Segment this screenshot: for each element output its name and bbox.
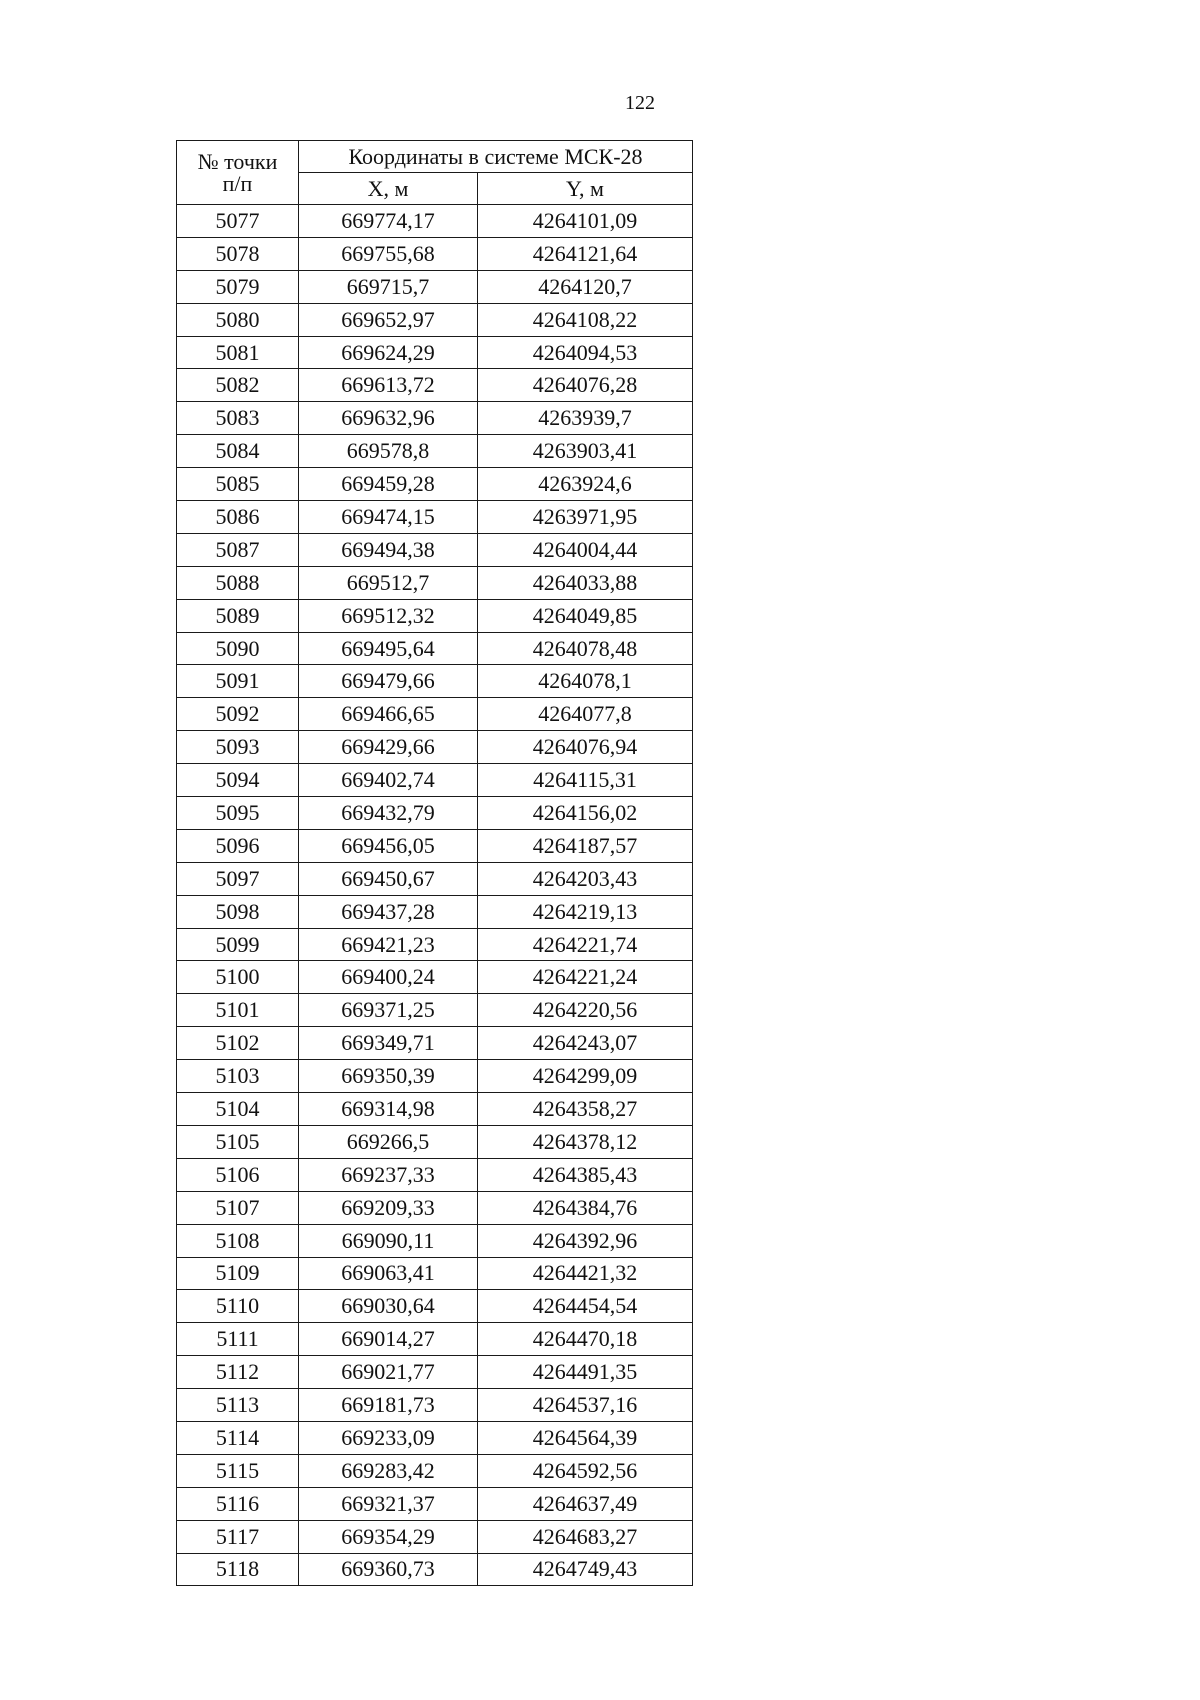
point-number-cell: 5097 [177, 862, 299, 895]
y-coordinate-cell: 4264078,48 [478, 632, 693, 665]
x-column-header: X, м [299, 173, 478, 205]
x-coordinate-cell: 669360,73 [299, 1553, 478, 1586]
table-row [177, 1093, 693, 1126]
y-coordinate-cell: 4264392,96 [478, 1224, 693, 1257]
point-number-cell: 5100 [177, 961, 299, 994]
coordinates-group-header: Координаты в системе МСК-28 [299, 141, 693, 173]
point-number-cell: 5086 [177, 501, 299, 534]
point-number-cell: 5088 [177, 566, 299, 599]
x-coordinate-cell: 669652,97 [299, 303, 478, 336]
table-row [177, 468, 693, 501]
point-number-cell: 5083 [177, 402, 299, 435]
table-row [177, 402, 693, 435]
point-number-cell: 5090 [177, 632, 299, 665]
table-row [177, 237, 693, 270]
table-body [177, 205, 693, 1586]
y-coordinate-cell: 4264076,94 [478, 731, 693, 764]
table-row [177, 731, 693, 764]
y-coordinate-cell: 4263924,6 [478, 468, 693, 501]
y-coordinate-cell: 4264385,43 [478, 1158, 693, 1191]
table-row [177, 1356, 693, 1389]
x-coordinate-cell: 669450,67 [299, 862, 478, 895]
point-number-cell: 5109 [177, 1257, 299, 1290]
point-number-cell: 5096 [177, 829, 299, 862]
y-coordinate-cell: 4264115,31 [478, 764, 693, 797]
x-coordinate-cell: 669512,7 [299, 566, 478, 599]
x-coordinate-cell: 669774,17 [299, 205, 478, 238]
table-row [177, 1290, 693, 1323]
point-number-cell: 5099 [177, 928, 299, 961]
x-coordinate-cell: 669321,37 [299, 1487, 478, 1520]
x-coordinate-cell: 669474,15 [299, 501, 478, 534]
table-row [177, 1027, 693, 1060]
x-coordinate-cell: 669350,39 [299, 1060, 478, 1093]
table-row [177, 1389, 693, 1422]
y-coordinate-cell: 4264384,76 [478, 1191, 693, 1224]
table-row [177, 1125, 693, 1158]
point-number-header-line2: п/п [222, 170, 253, 196]
y-coordinate-cell: 4264378,12 [478, 1125, 693, 1158]
y-coordinate-cell: 4264470,18 [478, 1323, 693, 1356]
table-row [177, 435, 693, 468]
point-number-cell: 5101 [177, 994, 299, 1027]
x-coordinate-cell: 669402,74 [299, 764, 478, 797]
table-row [177, 698, 693, 731]
point-number-cell: 5087 [177, 533, 299, 566]
table-row [177, 1553, 693, 1586]
x-coordinate-cell: 669459,28 [299, 468, 478, 501]
point-number-cell: 5080 [177, 303, 299, 336]
x-coordinate-cell: 669456,05 [299, 829, 478, 862]
x-coordinate-cell: 669479,66 [299, 665, 478, 698]
point-number-cell: 5078 [177, 237, 299, 270]
point-number-cell: 5093 [177, 731, 299, 764]
point-number-cell: 5079 [177, 270, 299, 303]
table-row [177, 1158, 693, 1191]
header-row-top [177, 141, 693, 173]
y-coordinate-cell: 4264121,64 [478, 237, 693, 270]
y-coordinate-cell: 4264637,49 [478, 1487, 693, 1520]
x-coordinate-cell: 669495,64 [299, 632, 478, 665]
table-row [177, 336, 693, 369]
point-number-header [177, 141, 299, 205]
point-number-cell: 5118 [177, 1553, 299, 1586]
table-row [177, 599, 693, 632]
point-number-cell: 5112 [177, 1356, 299, 1389]
y-coordinate-cell: 4263971,95 [478, 501, 693, 534]
x-coordinate-cell: 669613,72 [299, 369, 478, 402]
x-coordinate-cell: 669266,5 [299, 1125, 478, 1158]
point-number-cell: 5117 [177, 1520, 299, 1553]
y-coordinate-cell: 4264108,22 [478, 303, 693, 336]
point-number-cell: 5094 [177, 764, 299, 797]
x-coordinate-cell: 669624,29 [299, 336, 478, 369]
x-coordinate-cell: 669237,33 [299, 1158, 478, 1191]
x-coordinate-cell: 669632,96 [299, 402, 478, 435]
table-row [177, 501, 693, 534]
table-row [177, 1454, 693, 1487]
x-coordinate-cell: 669314,98 [299, 1093, 478, 1126]
table-row [177, 1487, 693, 1520]
point-number-cell: 5115 [177, 1454, 299, 1487]
point-number-cell: 5106 [177, 1158, 299, 1191]
table-row [177, 961, 693, 994]
x-coordinate-cell: 669181,73 [299, 1389, 478, 1422]
table-row [177, 764, 693, 797]
x-coordinate-cell: 669421,23 [299, 928, 478, 961]
y-coordinate-cell: 4263939,7 [478, 402, 693, 435]
table-row [177, 895, 693, 928]
point-number-cell: 5105 [177, 1125, 299, 1158]
x-coordinate-cell: 669578,8 [299, 435, 478, 468]
table-row [177, 829, 693, 862]
y-coordinate-cell: 4264592,56 [478, 1454, 693, 1487]
table-row [177, 369, 693, 402]
x-coordinate-cell: 669466,65 [299, 698, 478, 731]
point-number-cell: 5089 [177, 599, 299, 632]
table-row [177, 1060, 693, 1093]
point-number-cell: 5082 [177, 369, 299, 402]
point-number-cell: 5111 [177, 1323, 299, 1356]
point-number-cell: 5113 [177, 1389, 299, 1422]
table-row [177, 1421, 693, 1454]
point-number-cell: 5104 [177, 1093, 299, 1126]
y-coordinate-cell: 4264033,88 [478, 566, 693, 599]
y-coordinate-cell: 4263903,41 [478, 435, 693, 468]
x-coordinate-cell: 669494,38 [299, 533, 478, 566]
table-row [177, 1257, 693, 1290]
y-coordinate-cell: 4264421,32 [478, 1257, 693, 1290]
y-coordinate-cell: 4264094,53 [478, 336, 693, 369]
y-coordinate-cell: 4264243,07 [478, 1027, 693, 1060]
y-coordinate-cell: 4264078,1 [478, 665, 693, 698]
y-coordinate-cell: 4264749,43 [478, 1553, 693, 1586]
table-row [177, 797, 693, 830]
x-coordinate-cell: 669209,33 [299, 1191, 478, 1224]
point-number-cell: 5085 [177, 468, 299, 501]
y-coordinate-cell: 4264219,13 [478, 895, 693, 928]
table-row [177, 1224, 693, 1257]
x-coordinate-cell: 669354,29 [299, 1520, 478, 1553]
point-number-cell: 5092 [177, 698, 299, 731]
x-coordinate-cell: 669755,68 [299, 237, 478, 270]
y-coordinate-cell: 4264491,35 [478, 1356, 693, 1389]
table-row [177, 205, 693, 238]
point-number-cell: 5114 [177, 1421, 299, 1454]
point-number-cell: 5081 [177, 336, 299, 369]
page-number: 122 [625, 92, 655, 114]
x-coordinate-cell: 669090,11 [299, 1224, 478, 1257]
table-row [177, 533, 693, 566]
point-number-cell: 5102 [177, 1027, 299, 1060]
y-coordinate-cell: 4264220,56 [478, 994, 693, 1027]
point-number-cell: 5108 [177, 1224, 299, 1257]
y-column-header: Y, м [478, 173, 693, 205]
y-coordinate-cell: 4264221,74 [478, 928, 693, 961]
point-number-cell: 5098 [177, 895, 299, 928]
y-coordinate-cell: 4264358,27 [478, 1093, 693, 1126]
point-number-cell: 5095 [177, 797, 299, 830]
x-coordinate-cell: 669014,27 [299, 1323, 478, 1356]
x-coordinate-cell: 669400,24 [299, 961, 478, 994]
x-coordinate-cell: 669512,32 [299, 599, 478, 632]
point-number-header-line1: № точки [197, 148, 278, 174]
point-number-cell: 5077 [177, 205, 299, 238]
point-number-cell: 5107 [177, 1191, 299, 1224]
table-row [177, 665, 693, 698]
x-coordinate-cell: 669030,64 [299, 1290, 478, 1323]
table-row [177, 1520, 693, 1553]
y-coordinate-cell: 4264076,28 [478, 369, 693, 402]
point-number-cell: 5110 [177, 1290, 299, 1323]
table-row [177, 566, 693, 599]
table-row [177, 632, 693, 665]
coordinates-table [176, 140, 693, 1586]
table-row [177, 862, 693, 895]
y-coordinate-cell: 4264537,16 [478, 1389, 693, 1422]
x-coordinate-cell: 669021,77 [299, 1356, 478, 1389]
table-header [177, 141, 693, 205]
x-coordinate-cell: 669715,7 [299, 270, 478, 303]
x-coordinate-cell: 669349,71 [299, 1027, 478, 1060]
point-number-cell: 5103 [177, 1060, 299, 1093]
x-coordinate-cell: 669063,41 [299, 1257, 478, 1290]
x-coordinate-cell: 669432,79 [299, 797, 478, 830]
table-row [177, 270, 693, 303]
point-number-cell: 5116 [177, 1487, 299, 1520]
x-coordinate-cell: 669371,25 [299, 994, 478, 1027]
y-coordinate-cell: 4264454,54 [478, 1290, 693, 1323]
x-coordinate-cell: 669233,09 [299, 1421, 478, 1454]
table-row [177, 1323, 693, 1356]
y-coordinate-cell: 4264101,09 [478, 205, 693, 238]
table-row [177, 928, 693, 961]
y-coordinate-cell: 4264299,09 [478, 1060, 693, 1093]
y-coordinate-cell: 4264683,27 [478, 1520, 693, 1553]
table-row [177, 1191, 693, 1224]
x-coordinate-cell: 669437,28 [299, 895, 478, 928]
y-coordinate-cell: 4264564,39 [478, 1421, 693, 1454]
point-number-cell: 5091 [177, 665, 299, 698]
y-coordinate-cell: 4264221,24 [478, 961, 693, 994]
x-coordinate-cell: 669429,66 [299, 731, 478, 764]
y-coordinate-cell: 4264203,43 [478, 862, 693, 895]
y-coordinate-cell: 4264004,44 [478, 533, 693, 566]
table-row [177, 994, 693, 1027]
y-coordinate-cell: 4264077,8 [478, 698, 693, 731]
point-number-cell: 5084 [177, 435, 299, 468]
x-coordinate-cell: 669283,42 [299, 1454, 478, 1487]
y-coordinate-cell: 4264187,57 [478, 829, 693, 862]
y-coordinate-cell: 4264120,7 [478, 270, 693, 303]
y-coordinate-cell: 4264156,02 [478, 797, 693, 830]
y-coordinate-cell: 4264049,85 [478, 599, 693, 632]
table-row [177, 303, 693, 336]
